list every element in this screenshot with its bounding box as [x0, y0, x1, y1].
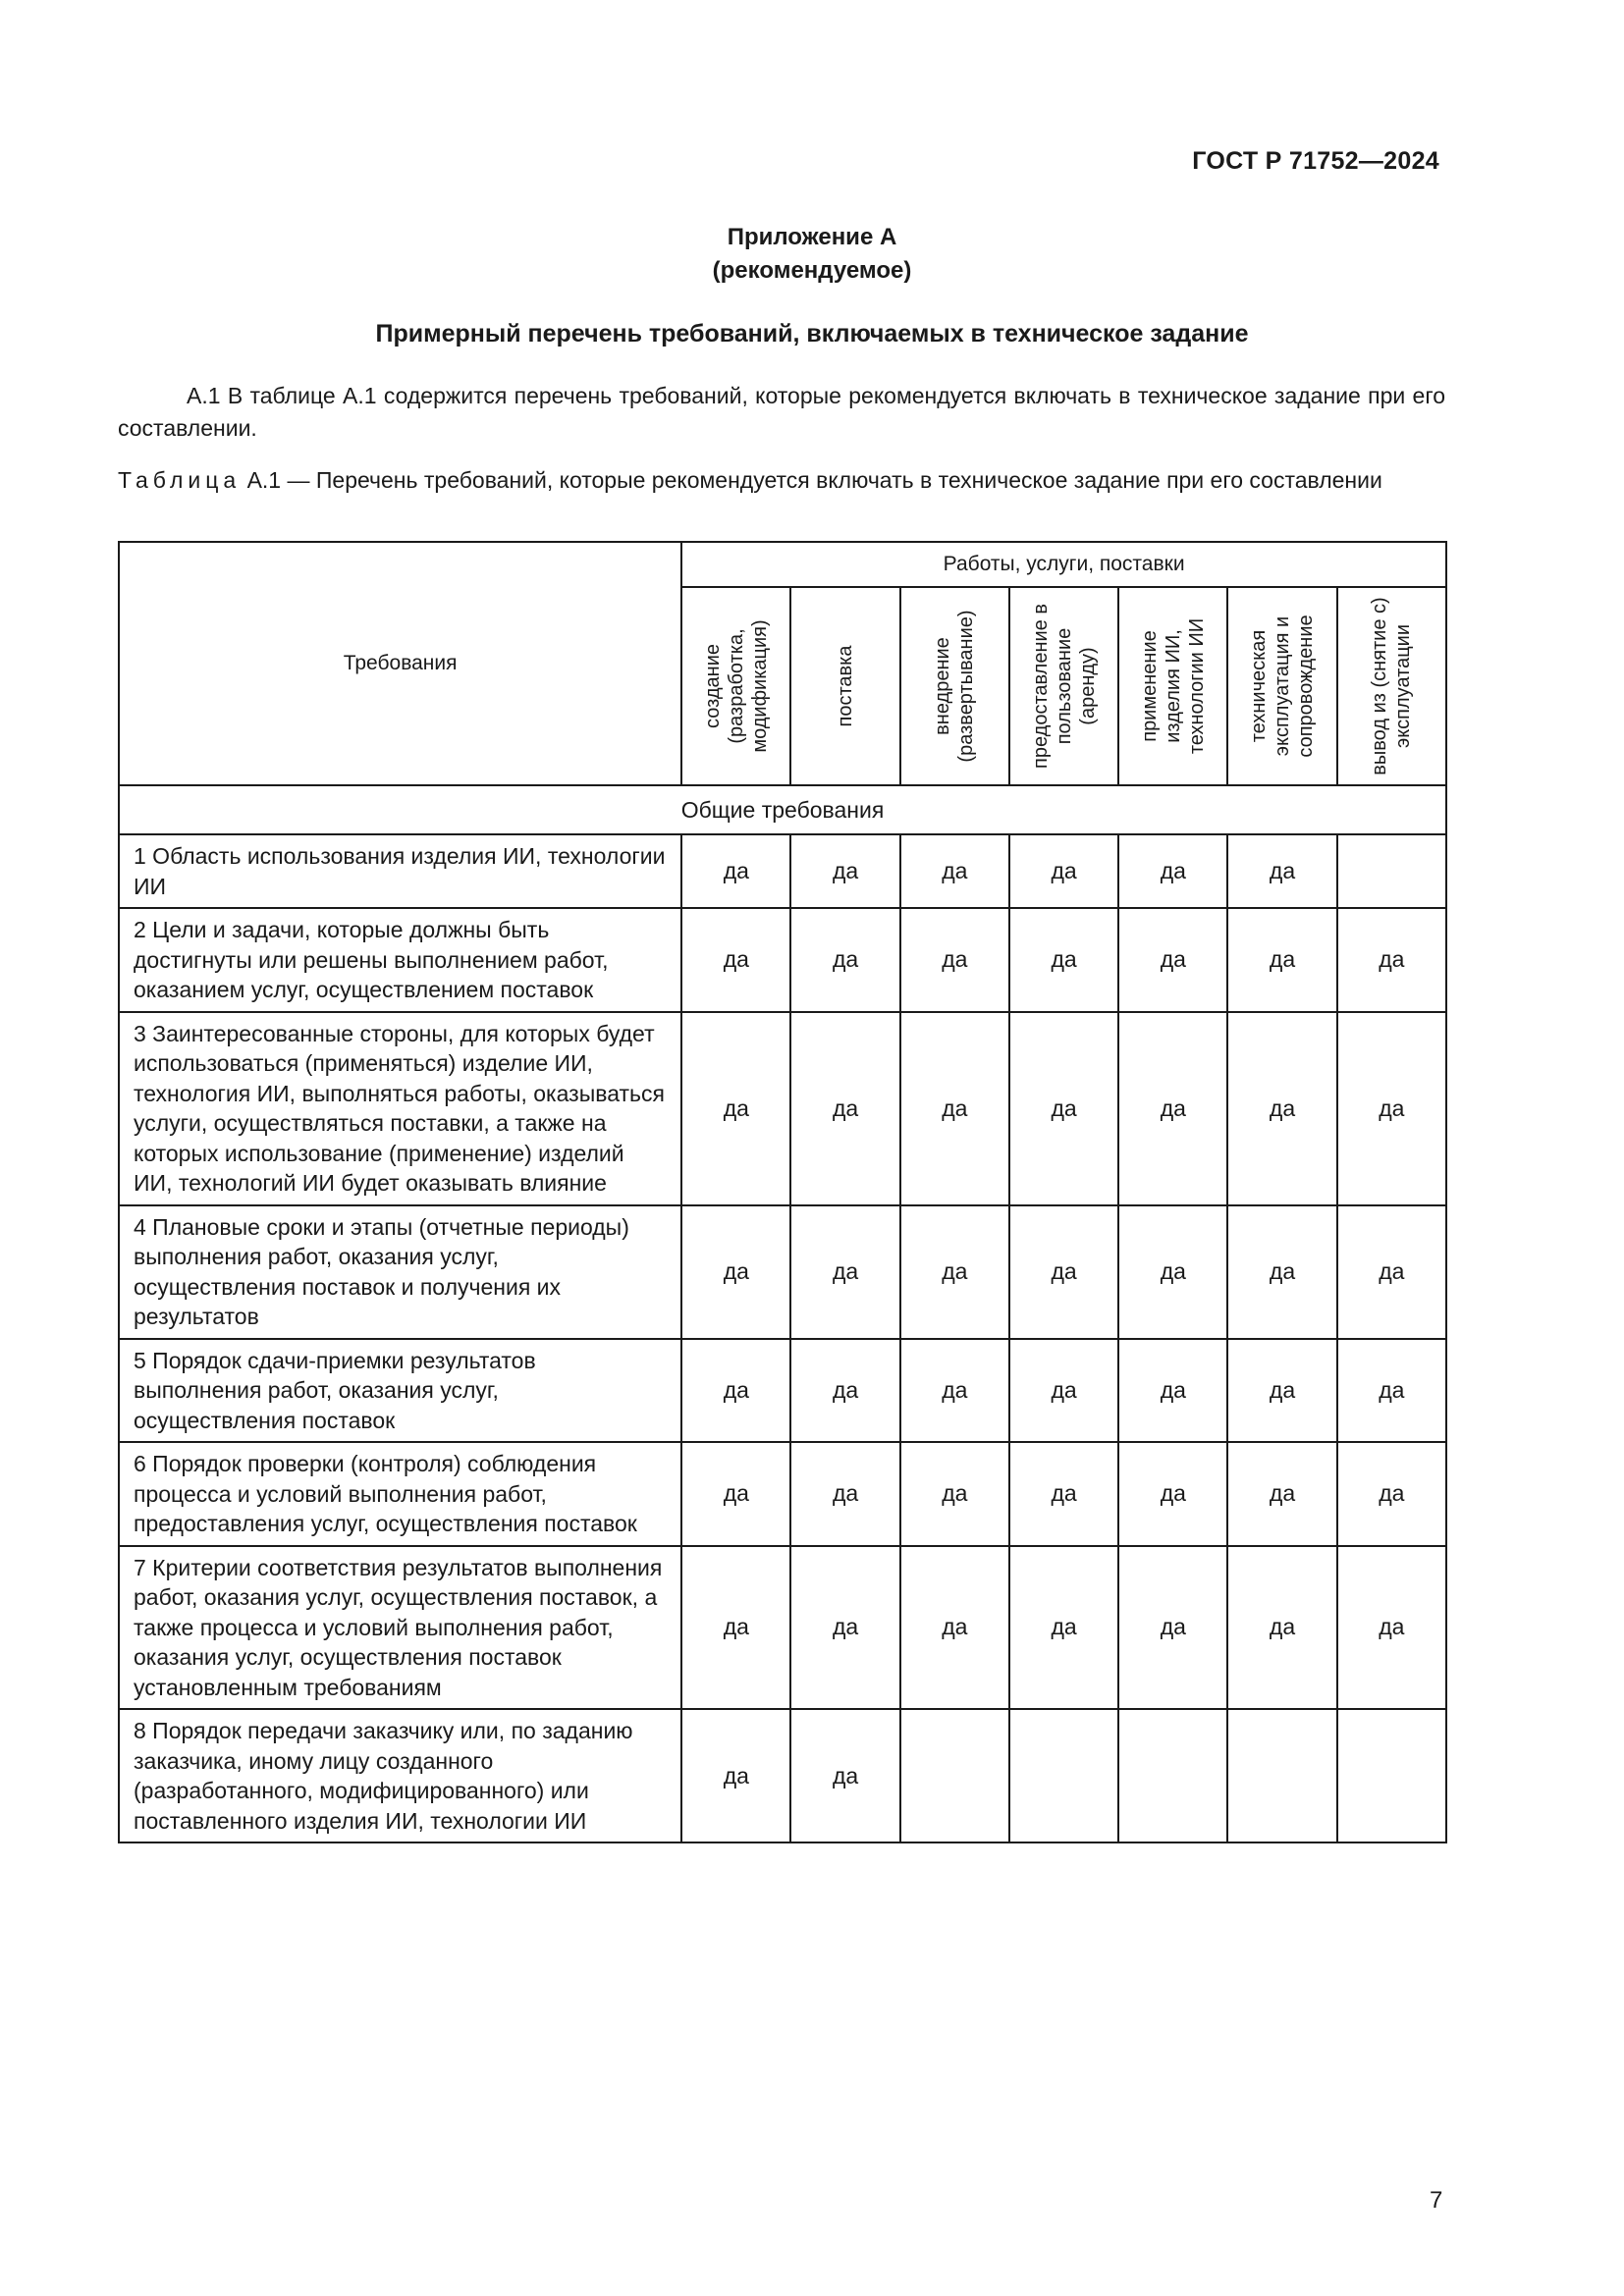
applicability-cell — [900, 1709, 1009, 1842]
requirements-header: Требования — [119, 542, 681, 785]
section-title: Примерный перечень требований, включаемых в техническое задание — [375, 320, 1249, 347]
column-header — [681, 587, 790, 785]
applicability-cell: да — [1009, 1205, 1118, 1339]
column-header — [900, 587, 1009, 785]
column-header-label: поставка — [835, 645, 857, 727]
requirement-text: 4 Плановые сроки и этапы (отчетные периоды) выполнения работ, оказания услуг, осуществления поставок и получения их результатов — [119, 1205, 681, 1339]
applicability-cell: да — [681, 1205, 790, 1339]
table-caption-text: А.1 — Перечень требований, которые рекомендуется включать в техническое задание при его составлении — [246, 467, 1382, 493]
column-header-label: вывод из (снятие с) эксплуатации — [1369, 597, 1415, 775]
page-number: 7 — [1430, 2187, 1443, 2214]
table-row — [119, 1709, 1446, 1842]
applicability-cell: да — [1337, 1205, 1446, 1339]
table-row — [119, 1442, 1446, 1546]
applicability-cell: да — [1009, 834, 1118, 908]
applicability-cell: да — [790, 1205, 899, 1339]
requirement-text: 2 Цели и задачи, которые должны быть достигнуты или решены выполнением работ, оказанием услуг, осуществлением поставок — [119, 908, 681, 1012]
section-label: Общие требования — [119, 785, 1446, 834]
applicability-cell: да — [900, 1012, 1009, 1205]
applicability-cell: да — [1337, 908, 1446, 1012]
applicability-cell — [1227, 1709, 1336, 1842]
requirement-text: 8 Порядок передачи заказчику или, по заданию заказчика, иному лицу созданного (разработанного, модифицированного) или поставленного изделия ИИ, технологии ИИ — [119, 1709, 681, 1842]
applicability-cell: да — [1227, 908, 1336, 1012]
applicability-cell: да — [681, 1012, 790, 1205]
applicability-cell: да — [1118, 908, 1227, 1012]
requirement-text: 3 Заинтересованные стороны, для которых будет использоваться (применяться) изделие ИИ, технология ИИ, выполняться работы, оказываться услуги, осуществляться поставки, а также на которых использование (применение) изделий ИИ, технологий ИИ будет оказывать влияние — [119, 1012, 681, 1205]
applicability-cell: да — [900, 1442, 1009, 1546]
column-header-label: техническая эксплуатация и сопровождение — [1248, 614, 1318, 758]
applicability-cell: да — [790, 1012, 899, 1205]
table-row — [119, 1012, 1446, 1205]
applicability-cell: да — [1337, 1012, 1446, 1205]
applicability-cell: да — [1118, 1012, 1227, 1205]
column-header-label: применение изделия ИИ, технологии ИИ — [1138, 617, 1208, 755]
applicability-cell: да — [1227, 1205, 1336, 1339]
applicability-cell: да — [681, 908, 790, 1012]
applicability-cell: да — [790, 1546, 899, 1710]
applicability-cell — [1337, 834, 1446, 908]
requirement-text: 7 Критерии соответствия результатов выполнения работ, оказания услуг, осуществления поставок, а также процесса и условий выполнения работ, оказания услуг, осуществления поставок установленным требованиям — [119, 1546, 681, 1710]
applicability-cell: да — [1337, 1442, 1446, 1546]
applicability-cell: да — [900, 1339, 1009, 1443]
applicability-cell: да — [1009, 1442, 1118, 1546]
column-header — [1337, 587, 1446, 785]
applicability-cell: да — [1009, 1012, 1118, 1205]
applicability-cell: да — [1118, 834, 1227, 908]
section-row — [119, 785, 1446, 834]
applicability-cell: да — [900, 908, 1009, 1012]
table-row — [119, 908, 1446, 1012]
applicability-cell — [1118, 1709, 1227, 1842]
applicability-cell: да — [1337, 1546, 1446, 1710]
table-row — [119, 834, 1446, 908]
column-header-label: создание (разработка, модификация) — [701, 619, 771, 753]
column-header-label: внедрение (развертывание) — [932, 610, 978, 763]
applicability-cell: да — [790, 1709, 899, 1842]
applicability-cell: да — [900, 834, 1009, 908]
applicability-cell: да — [900, 1546, 1009, 1710]
document-code: ГОСТ Р 71752—2024 — [1192, 147, 1439, 175]
applicability-cell — [1009, 1709, 1118, 1842]
column-header — [1227, 587, 1336, 785]
applicability-cell: да — [790, 834, 899, 908]
applicability-cell: да — [1118, 1339, 1227, 1443]
applicability-cell: да — [1227, 1012, 1336, 1205]
applicability-cell: да — [900, 1205, 1009, 1339]
applicability-cell: да — [1227, 1546, 1336, 1710]
applicability-cell: да — [790, 1442, 899, 1546]
applicability-cell: да — [681, 1339, 790, 1443]
appendix-status: (рекомендуемое) — [712, 257, 912, 284]
applicability-cell: да — [1009, 1546, 1118, 1710]
table-row — [119, 1339, 1446, 1443]
column-header — [790, 587, 899, 785]
applicability-cell: да — [1118, 1442, 1227, 1546]
applicability-cell: да — [1227, 1442, 1336, 1546]
applicability-cell: да — [790, 1339, 899, 1443]
applicability-cell: да — [1009, 1339, 1118, 1443]
column-header — [1118, 587, 1227, 785]
applicability-cell: да — [790, 908, 899, 1012]
applicability-cell: да — [681, 1546, 790, 1710]
appendix-title: Приложение А — [727, 224, 897, 250]
applicability-cell: да — [681, 1709, 790, 1842]
applicability-cell — [1337, 1709, 1446, 1842]
applicability-cell: да — [1227, 1339, 1336, 1443]
intro-paragraph: А.1 В таблице А.1 содержится перечень требований, которые рекомендуется включать в техническое задание при его составлении. — [118, 383, 1445, 441]
applicability-cell: да — [681, 1442, 790, 1546]
table-header-row — [119, 542, 1446, 587]
applicability-cell: да — [1227, 834, 1336, 908]
requirement-text: 6 Порядок проверки (контроля) соблюдения процесса и условий выполнения работ, предоставления услуг, осуществления поставок — [119, 1442, 681, 1546]
table-row — [119, 1546, 1446, 1710]
column-header — [1009, 587, 1118, 785]
applicability-cell: да — [1009, 908, 1118, 1012]
table-caption-label: Таблица — [118, 467, 242, 493]
applicability-cell: да — [1118, 1546, 1227, 1710]
requirement-text: 1 Область использования изделия ИИ, технологии ИИ — [119, 834, 681, 908]
table-row — [119, 1205, 1446, 1339]
applicability-cell: да — [1337, 1339, 1446, 1443]
column-header-label: предоставление в пользование (аренду) — [1029, 604, 1099, 769]
applicability-cell: да — [1118, 1205, 1227, 1339]
works-services-header: Работы, услуги, поставки — [681, 542, 1446, 587]
requirement-text: 5 Порядок сдачи-приемки результатов выполнения работ, оказания услуг, осуществления поставок — [119, 1339, 681, 1443]
table-caption — [118, 464, 1445, 497]
applicability-cell: да — [681, 834, 790, 908]
requirements-table — [118, 541, 1447, 1843]
